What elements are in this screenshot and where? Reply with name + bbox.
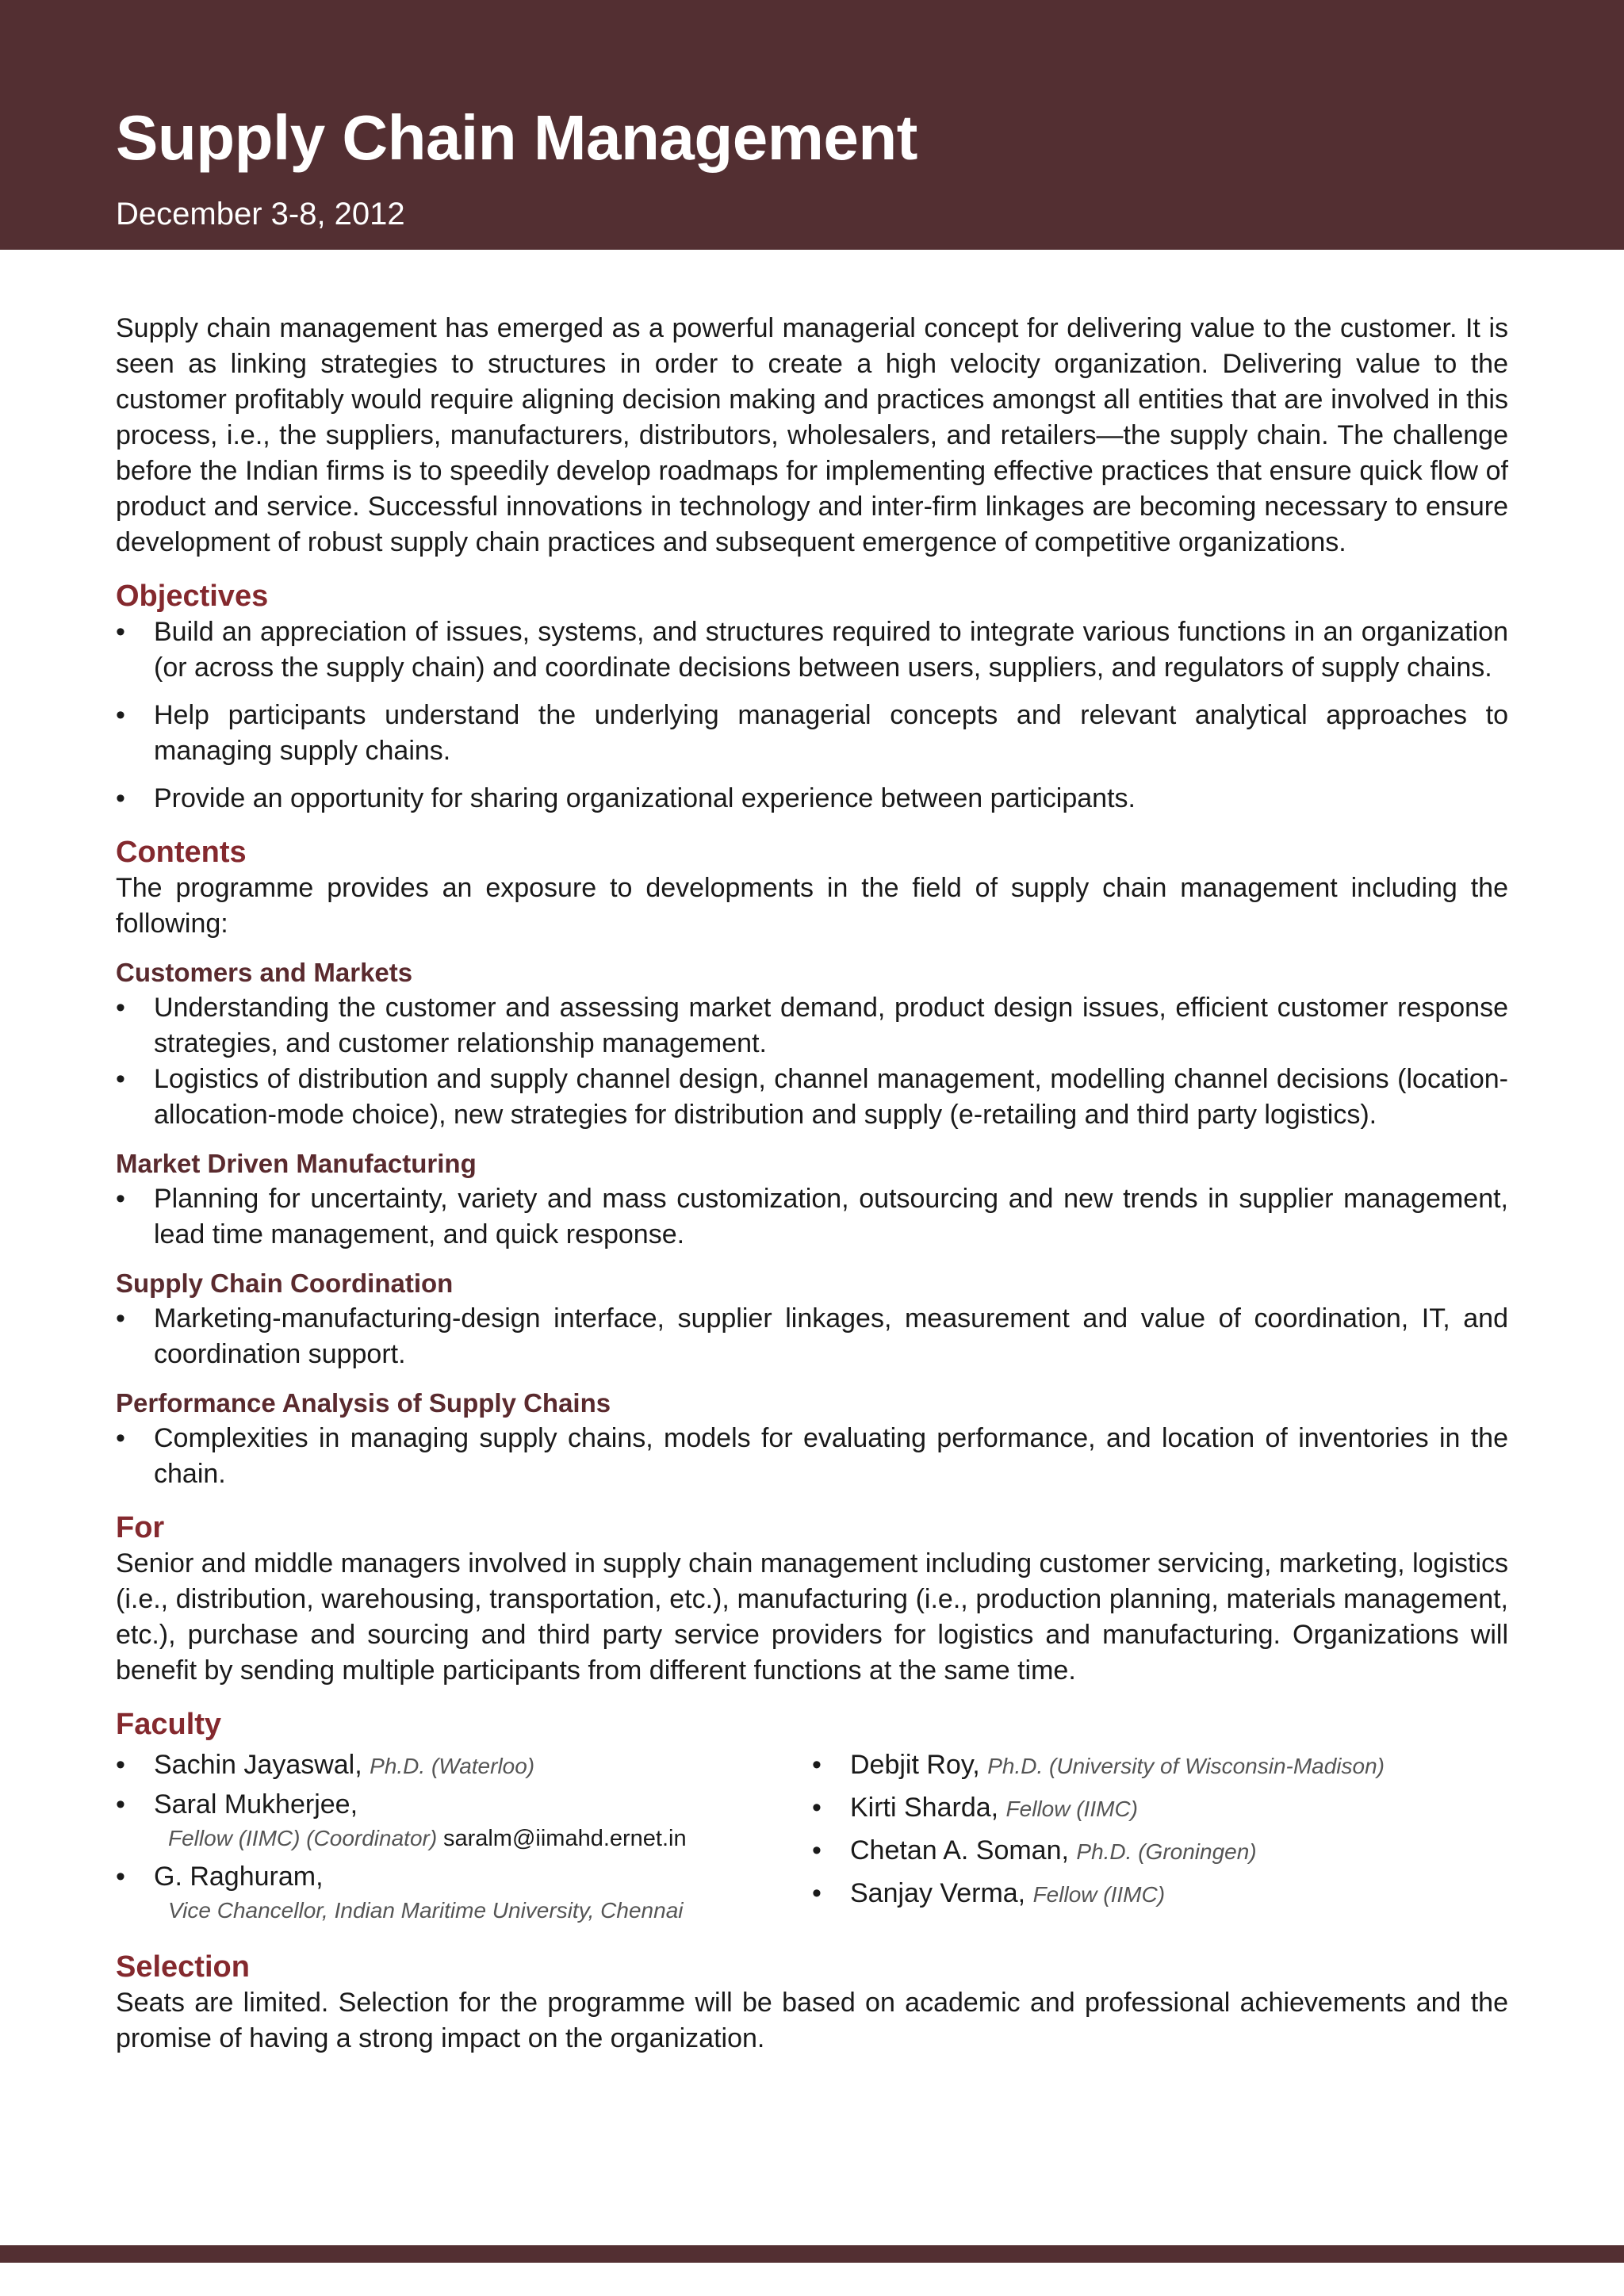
subsection-title: Supply Chain Coordination [116,1269,454,1298]
list-item: • Complexities in managing supply chains, models for evaluating performance, and location of inventories in the chain. [116,1421,1508,1492]
faculty-note [154,1895,812,1927]
objectives-list [116,614,1508,817]
faculty-member [116,1859,812,1927]
for-paragraph: Senior and middle managers involved in supply chain management including customer servicing, marketing, logistics (i.e., distribution, warehousing, transportation, etc.), manufacturing (i.e., production planning, materials management, etc.), purchase and sourcing and third party service providers for logistics and manufacturing. Organizations will benefit by sending multiple participants from different functions at the same time. [116,1548,1508,1686]
selection-paragraph: Seats are limited. Selection for the programme will be based on academic and professional achievements and the promise of having a strong impact on the organization. [116,1988,1508,2053]
list-item: • Logistics of distribution and supply channel design, channel management, modelling channel decisions (location-allocation-mode choice), new strategies for distribution and supply (e-retailing and third party logistics). [116,1062,1508,1133]
faculty-credential: Ph.D. (University of Wisconsin-Madison) [987,1754,1385,1778]
faculty-name: Saral Mukherjee, [154,1789,358,1820]
objectives-heading: Objectives [116,580,269,613]
list-item: • Planning for uncertainty, variety and mass customization, outsourcing and new trends in supplier management, lead time management, and quick response. [116,1181,1508,1253]
subsection-list [116,990,1508,1133]
programme-date: December 3-8, 2012 [116,197,405,232]
selection-heading: Selection [116,1950,250,1984]
page-title: Supply Chain Management [116,102,917,173]
contents-intro: The programme provides an exposure to developments in the field of supply chain management including the following: [116,873,1508,939]
faculty-name: Sanjay Verma, [850,1878,1026,1908]
faculty-credential: Fellow (IIMC) [1032,1882,1166,1907]
faculty-member [116,1744,812,1787]
faculty-credential: Ph.D. (Groningen) [1076,1839,1257,1864]
subsection-list [116,1301,1508,1372]
faculty-note [154,1823,812,1854]
faculty-column-left [116,1744,812,1931]
faculty-credential: Ph.D. (Waterloo) [370,1754,535,1778]
faculty-member [116,1787,812,1854]
subsection-list [116,1421,1508,1492]
faculty-credential: Vice Chancellor, Indian Maritime University, Chennai [168,1898,684,1923]
faculty-name: Kirti Sharda, [850,1793,999,1823]
faculty-name: Debjit Roy, [850,1750,980,1780]
intro-paragraph: Supply chain management has emerged as a powerful managerial concept for delivering value to the customer. It is seen as linking strategies to structures in order to create a high velocity organization. Delivering value to the customer profitably would require aligning decision making and practices amongst all entities that are involved in this process, i.e., the suppliers, manufacturers, distributors, wholesalers, and retailers—the supply chain. The challenge before the Indian firms is to speedily develop roadmaps for implementing effective practices that ensure quick flow of product and service. Successful innovations in technology and inter-firm linkages are becoming necessary to ensure development of robust supply chain practices and subsequent emergence of competitive organizations. [116,313,1508,557]
document-body [116,311,1508,2057]
list-item: • Marketing-manufacturing-design interface, supplier linkages, measurement and value of coordination, IT, and coordination support. [116,1301,1508,1372]
faculty-credential: Fellow (IIMC) (Coordinator) [168,1826,438,1850]
faculty-name: Chetan A. Soman, [850,1835,1069,1866]
subsection-title: Market Driven Manufacturing [116,1149,477,1178]
list-item: • Help participants understand the underlying managerial concepts and relevant analytical approaches to managing supply chains. [116,698,1508,769]
list-item: • Understanding the customer and assessing market demand, product design issues, efficient customer response strategies, and customer relationship management. [116,990,1508,1062]
contents-heading: Contents [116,836,247,869]
faculty-member [812,1830,1508,1873]
faculty-list [116,1744,1508,1931]
subsection-list [116,1181,1508,1253]
faculty-credential: Fellow (IIMC) [1005,1797,1138,1821]
faculty-heading: Faculty [116,1708,222,1741]
for-heading: For [116,1511,165,1544]
footer-band [0,2245,1624,2263]
coordinator-email: saralm@iimahd.ernet.in [442,1826,687,1851]
faculty-name: G. Raghuram, [154,1862,324,1892]
subsection-title: Customers and Markets [116,958,413,987]
subsection-title: Performance Analysis of Supply Chains [116,1388,611,1418]
list-item: • Build an appreciation of issues, systems, and structures required to integrate various functions in an organization (or across the supply chain) and coordinate decisions between users, suppliers, and regulators of supply chains. [116,614,1508,686]
faculty-member [812,1787,1508,1830]
list-item: • Provide an opportunity for sharing organizational experience between participants. [116,781,1508,817]
faculty-column-right [812,1744,1508,1931]
faculty-name: Sachin Jayaswal, [154,1750,362,1780]
faculty-member [812,1873,1508,1915]
faculty-member [812,1744,1508,1787]
